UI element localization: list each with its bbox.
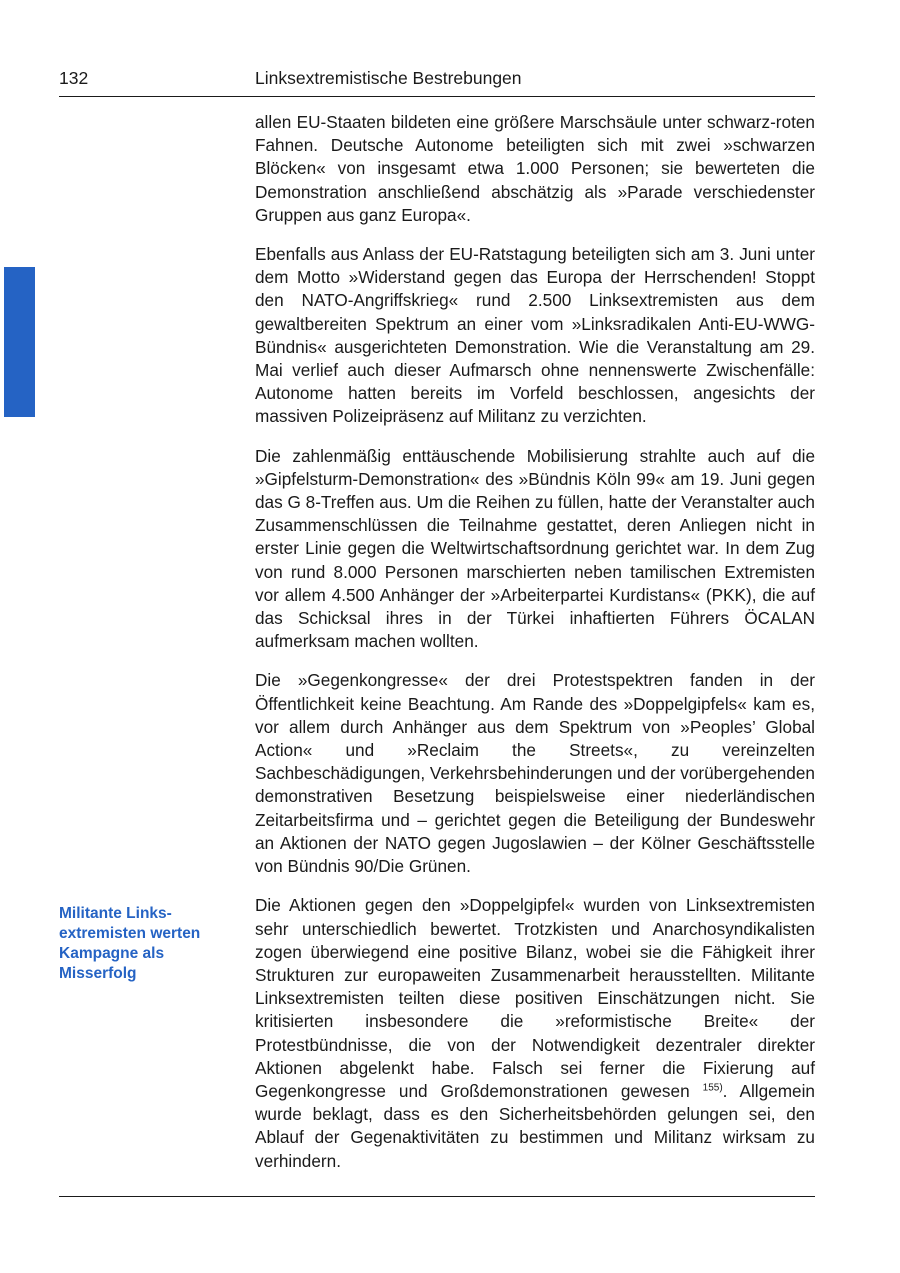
chapter-tab-marker — [4, 267, 35, 417]
margin-note: Militante Links-extremisten werten Kampagne als Misserfolg — [59, 905, 201, 982]
paragraph-5-text-end: . Allgemein wurde beklagt, dass es den Sicherheitsbehörden gelungen sei, den Ablauf der Gegenaktivitäten zu bestimmen und Militanz wirksam zu verhindern. — [255, 1080, 815, 1171]
paragraph-5 — [255, 894, 815, 1172]
paragraph-5-text: Die Aktionen gegen den »Doppelgipfel« wurden von Linksextremisten sehr unterschiedlich bewertet. Trotzkisten und Anarchosyndikalisten zogen überwiegend eine positive Bilanz, wobei sie die Fähigkeit ihrer Strukturen zur europaweiten Zusammenarbeit herausstellten. Militante Linksextremisten teilten diese positiven Einschätzungen nicht. Sie kritisierten insbesondere die »reformistische Breite« der Protestbündnisse, die von der Notwendigkeit dezentraler direkter Aktionen abgelenkt habe. Falsch sei ferner die Fixierung auf Gegenkongresse und Großdemonstrationen gewesen — [255, 895, 815, 1101]
paragraph-1: allen EU-Staaten bildeten eine größere Marschsäule unter schwarz-roten Fahnen. Deutsche Autonome beteiligten sich mit zwei »schwarzen Blöcken« von insgesamt etwa 1.000 Personen; sie bewerteten die Demonstration anschließend abschätzig als »Parade verschiedenster Gruppen aus ganz Europa«. — [255, 112, 815, 225]
page-number: 132 — [59, 68, 89, 88]
page-header — [59, 66, 815, 97]
paragraph-4: Die »Gegenkongresse« der drei Protestspektren fanden in der Öffentlichkeit keine Beachtung. Am Rande des »Doppelgipfels« kam es, vor allem durch Anhänger aus dem Spektrum von »Peoples’ Global Action« und »Reclaim the Streets«, zu vereinzelten Sachbeschädigungen, Verkehrsbehinderungen und der vorübergehenden demonstrativen Besetzung beispielsweise einer niederländischen Zeitarbeitsfirma und – gerichtet gegen die Beteiligung der Bundeswehr an Aktionen der NATO gegen Jugoslawien – der Kölner Geschäftsstelle von Bündnis 90/Die Grünen. — [255, 670, 815, 877]
paragraph-2: Ebenfalls aus Anlass der EU-Ratstagung beteiligten sich am 3. Juni unter dem Motto »Widerstand gegen das Europa der Herrschenden! Stoppt den NATO-Angriffskrieg« rund 2.500 Linksextremisten aus dem gewaltbereiten Spektrum an einer vom »Linksradikalen Anti-EU-WWG-Bündnis« ausgerichteten Demonstration. Wie die Veranstaltung am 29. Mai verlief auch dieser Aufmarsch ohne nennenswerte Zwischenfälle: Autonome hatten bereits im Vorfeld beschlossen, angesichts der massiven Polizeipräsenz auf Militanz zu verzichten. — [255, 244, 815, 427]
body-text — [255, 111, 815, 1189]
footer-rule — [59, 1196, 815, 1197]
running-title: Linksextremistische Bestrebungen — [255, 68, 522, 88]
footnote-reference: 155) — [702, 1082, 723, 1094]
paragraph-3: Die zahlenmäßig enttäuschende Mobilisierung strahlte auch auf die »Gipfelsturm-Demonstration« des »Bündnis Köln 99« am 19. Juni gegen das G 8-Treffen aus. Um die Reihen zu füllen, hatte der Veranstalter auch Zusammenschlüssen die Teilnahme gestattet, deren Anliegen nicht in erster Linie gegen die Weltwirtschaftsordnung gerichtet war. In dem Zug von rund 8.000 Personen marschierten neben tamilischen Extremisten vor allem 4.500 Anhänger der »Arbeiterpartei Kurdistans« (PKK), die auf das Schicksal ihres in der Türkei inhaftierten Führers ÖCALAN aufmerksam machen wollten. — [255, 445, 815, 652]
